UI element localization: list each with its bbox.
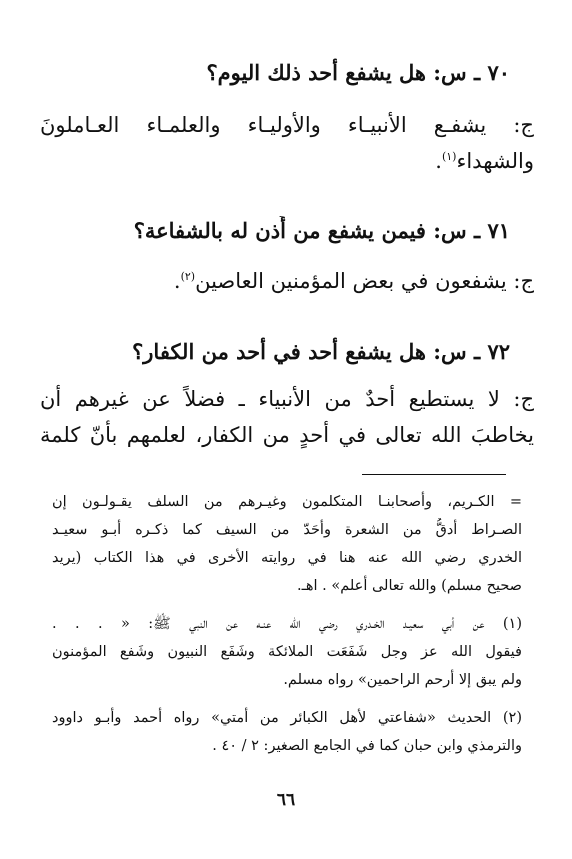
footnote-separator — [362, 474, 506, 475]
answer-72-line-2: يخاطبَ الله تعالى في أحدٍ من الكفار، لعلمهم بأنّ كلمة — [40, 423, 534, 447]
footnote-1-line-1: (١) عن أبي سعيـد الخـدري رضي الله عنـه عن النبي ﷺ: « . . . — [52, 616, 522, 632]
footnote-1-line-3: ولم يبق إلا أرحم الراحمين» رواه مسلم. — [283, 672, 522, 688]
answer-70-line-2 — [40, 146, 534, 176]
question-72: ٧٢ ـ س: هل يشفع أحد في أحد من الكفار؟ — [132, 339, 510, 364]
question-70: ٧٠ ـ س: هل يشفع أحد ذلك اليوم؟ — [206, 60, 510, 85]
footnote-ref-2: (٢) — [180, 270, 196, 283]
answer-70-text: والشهداء — [456, 149, 534, 173]
footnote-ref-1: (١) — [441, 150, 457, 163]
footnote-1-line-2: فيقول الله عز وجل شَفَعَت الملائكة وشَفَع النبيون وشَفع المؤمنون — [52, 644, 522, 660]
answer-70-line-1: ج: يشفـع الأنبيـاء والأوليـاء والعلمـاء العـاملونَ — [40, 113, 534, 137]
footnote-continuation-line-3: الخدري رضي الله عنه هنا في روايته الأخرى في هذا الكتاب (يريد — [52, 550, 522, 566]
footnote-2-line-1: (٢) الحديث «شفاعتي لأهل الكبائر من أمتي» رواه أحمد وأبـو داوود — [52, 710, 522, 726]
answer-70-period: . — [435, 149, 442, 173]
answer-71-text: ج: يشفعون في بعض المؤمنين العاصين — [195, 269, 534, 293]
footnote-continuation-line-1: = الكـريم، وأصحابنـا المتكلمون وغيـرهم من السلف يقـولـون إن — [52, 494, 522, 510]
footnote-2-line-2: والترمذي وابن حبان كما في الجامع الصغير: ٢ / ٤٠ . — [212, 738, 522, 754]
question-71: ٧١ ـ س: فيمن يشفع من أُذن له بالشفاعة؟ — [133, 218, 510, 243]
answer-71 — [40, 266, 534, 296]
answer-72-line-1: ج: لا يستطيع أحدٌ من الأنبياء ـ فضلاً عن غيرهم أن — [40, 387, 534, 411]
footnote-continuation-line-2: الصـراط أدقُّ من الشعرة وأحَدّ من السيف كما ذكـره أبـو سعيـد — [52, 522, 522, 538]
answer-71-period: . — [173, 269, 181, 293]
footnote-continuation-line-4: صحيح مسلم) والله تعالى أعلم» . اهـ. — [297, 578, 522, 594]
page-number: ٦٦ — [276, 790, 296, 810]
